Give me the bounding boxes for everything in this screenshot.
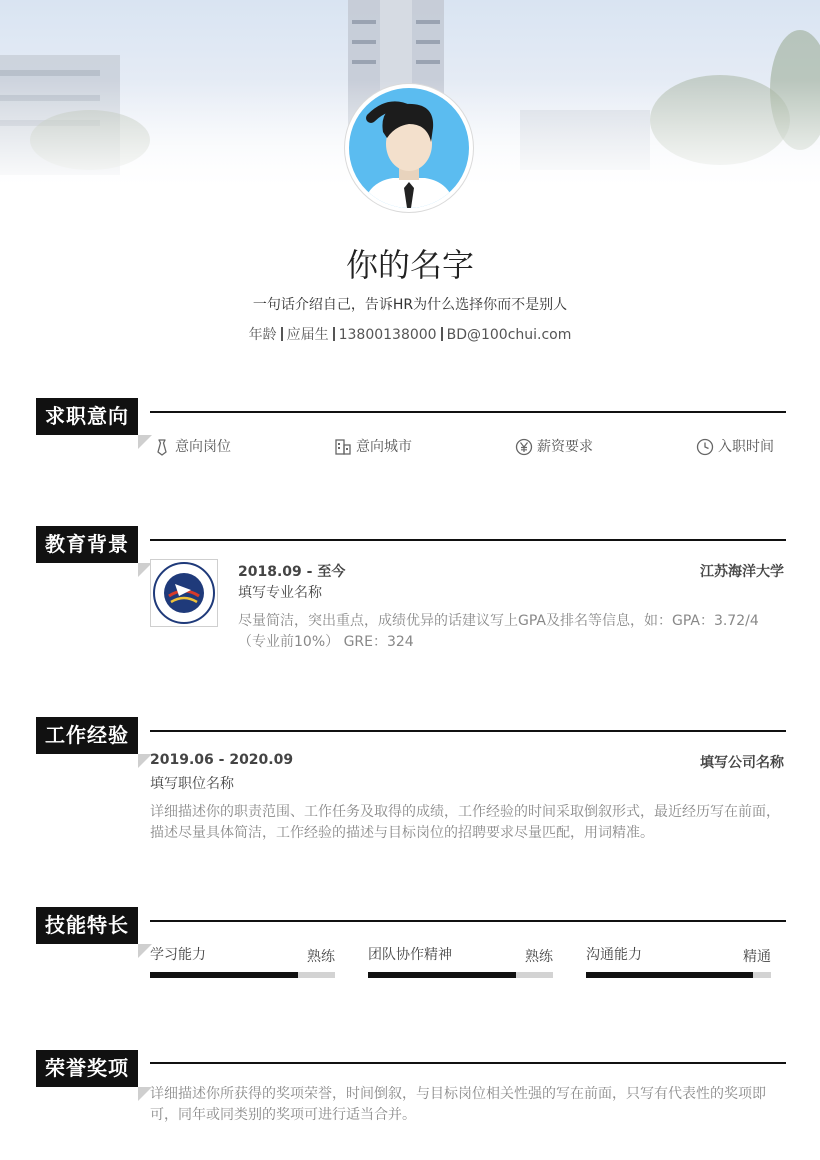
company-name: 填写公司名称 [700, 755, 784, 771]
section-divider [150, 1062, 786, 1064]
position-name: 填写职位名称 [150, 776, 234, 792]
section-title-skills: 技能特长 [36, 907, 138, 944]
skill-bar [150, 972, 335, 978]
section-divider [150, 411, 786, 413]
clock-icon [696, 438, 714, 456]
yen-icon [515, 438, 533, 456]
work-period: 2019.06 - 2020.09 [150, 752, 294, 768]
skill-bar [586, 972, 771, 978]
avatar-illustration [349, 88, 469, 208]
skill-bar-fill [586, 972, 753, 978]
email-field: BD@100chui.com [446, 327, 572, 343]
status-field: 应届生 [286, 327, 329, 343]
intent-city-label: 意向城市 [356, 439, 412, 455]
candidate-name: 你的名字 [345, 246, 474, 284]
section-divider [150, 920, 786, 922]
major-name: 填写专业名称 [238, 585, 322, 601]
avatar [345, 84, 473, 212]
skill-name: 沟通能力 [586, 947, 642, 963]
skill-name: 学习能力 [150, 947, 206, 963]
section-title-honors: 荣誉奖项 [36, 1050, 138, 1087]
skill-level: 精通 [743, 949, 771, 965]
education-period: 2018.09 - 至今 [238, 564, 346, 580]
tie-icon [153, 438, 171, 456]
education-description: 尽量简洁，突出重点，成绩优异的话建议写上GPA及排名等信息，如：GPA：3.72/4（专业前10%） GRE：324 [238, 613, 759, 650]
skill-bar-fill [368, 972, 516, 978]
self-introduction: 一句话介绍自己，告诉HR为什么选择你而不是别人 [252, 297, 568, 313]
section-title-education: 教育背景 [36, 526, 138, 563]
university-logo [150, 559, 218, 627]
intent-position-label: 意向岗位 [175, 439, 231, 455]
phone-field: 13800138000 [338, 327, 437, 343]
section-title-intent: 求职意向 [36, 398, 138, 435]
section-divider [150, 539, 786, 541]
divider [441, 327, 443, 341]
divider [281, 327, 283, 341]
contact-line [0, 324, 820, 344]
skill-level: 熟练 [307, 949, 335, 965]
skill-name: 团队协作精神 [368, 947, 452, 963]
skill-bar [368, 972, 553, 978]
section-divider [150, 730, 786, 732]
skill-level: 熟练 [525, 949, 553, 965]
work-description: 详细描述你的职责范围、工作任务及取得的成绩，工作经验的时间采取倒叙形式，最近经历写在前面，描述尽量具体简洁，工作经验的描述与目标岗位的招聘要求尽量匹配，用词精准。 [150, 804, 780, 841]
school-name: 江苏海洋大学 [700, 564, 784, 580]
university-seal-icon [151, 560, 217, 626]
age-field: 年龄 [248, 327, 277, 343]
section-fold-decoration [138, 435, 152, 449]
section-title-work: 工作经验 [36, 717, 138, 754]
divider [333, 327, 335, 341]
building-icon [334, 438, 352, 456]
honors-description: 详细描述你所获得的奖项荣誉，时间倒叙，与目标岗位相关性强的写在前面，只写有代表性的奖项即可，同年或同类别的奖项可进行适当合并。 [150, 1086, 766, 1123]
intent-salary-label: 薪资要求 [537, 439, 593, 455]
skill-bar-fill [150, 972, 298, 978]
intent-start-date-label: 入职时间 [718, 439, 774, 455]
